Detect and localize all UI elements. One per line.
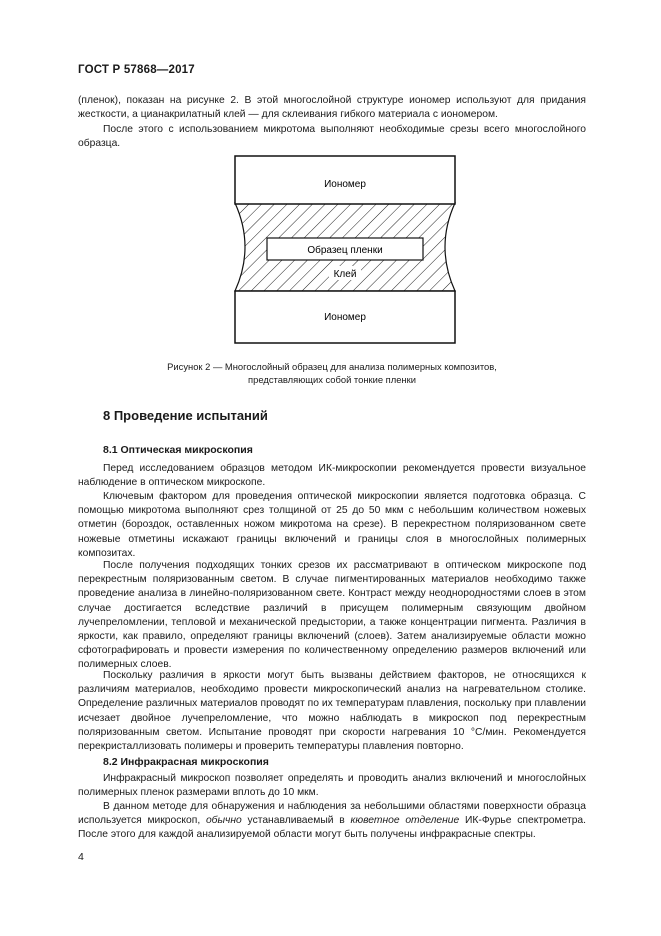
figure-2-diagram [234,155,456,344]
s82-p2-part-b: устанавливаемый в [241,815,351,827]
s81-paragraph-2: Ключевым фактором для проведения оптической микроскопии является подготовка образца. С помощью микротома выполняют срез толщиной от 25 до 50 мкм с небольшим количеством ножевых отметин (бороздок, оставленных ножом микротома на срезе). В перекрестном поляризованном свете ножевые отметины искажают границы включений и границы слоя в многослойных полимерных композитах. [78,491,586,559]
s82-p2-part-a: В данном методе для обнаружения и наблюдения за небольшими областями поверхности образца используется микроскоп, [78,801,586,827]
document-header: ГОСТ Р 57868—2017 [78,64,195,76]
s81-paragraph-1: Перед исследованием образцов методом ИК-микроскопии рекомендуется провести визуальное наблюдение в оптическом микроскопе. [78,463,586,489]
s82-paragraph-1: Инфракрасный микроскоп позволяет определять и проводить анализ включений и многослойных полимерных пленок размерами вплоть до 10 мкм. [78,773,586,799]
s82-p2-part-c: ИК-Фурье спектрометра. После этого для каждой анализируемой области могут быть получены инфракрасные спектры. [78,815,587,841]
page-number: 4 [78,851,84,863]
s81-paragraph-3: После получения подходящих тонких срезов их рассматривают в оптическом микроскопе под перекрестным поляризованным светом. В случае пигментированных материалов необходимо также проведение анализа в линейно-поляризованном свете. Контраст между неоднородностями слоев в этом случае достигается вследствие различий в присущем полимерным связующим двойном лучепреломлении, тепловой и механической предыстории, а также концентрации пигмента. Различия в яркости, как правило, определяют границы включений (слоев). Затем анализируемые области можно сфотографировать и провести измерения по количественному определению размеров включений или полимерных слоев. [78,560,586,671]
intro-paragraph-2: После этого с использованием микротома выполняют необходимые срезы всего многослойного образца. [78,124,586,150]
s81-paragraph-4: Поскольку различия в яркости могут быть вызваны действием факторов, не относящихся к различиям материалов, необходимо провести микроскопический анализ на нагревательном столике. Определение различных материалов проводят по их температурам плавления, поскольку при плавлении исчезает двойное лучепреломление, что можно наблюдать в микроскоп под перекрестным поляризованным светом. Испытание проводят при скорости нагревания 10 °С/мин. Рекомендуется перекристаллизовать полимеры и проверить температуры плавления повторно. [78,670,586,753]
s82-paragraph-2 [78,800,586,843]
intro-paragraph-1: (пленок), показан на рисунке 2. В этой многослойной структуре иономер используют для придания жесткости, а цианакрилатный клей — для склеивания гибкого материала с иономером. [78,95,586,121]
label-bottom-ionomer: Иономер [324,312,366,323]
label-top-ionomer: Иономер [324,179,366,190]
label-film-sample: Образец пленки [307,245,383,256]
s82-p2-emphasis-1: обычно [205,815,242,827]
caption-line-2: представляющих собой тонкие пленки [248,374,416,385]
caption-line-1: Рисунок 2 — Многослойный образец для анализа полимерных композитов, [167,361,497,372]
s82-p2-emphasis-2: кюветное отделение [350,815,460,827]
section-8-2-heading: 8.2 Инфракрасная микроскопия [103,756,269,768]
figure-caption [78,360,586,386]
label-glue: Клей [333,269,357,280]
section-8-1-heading: 8.1 Оптическая микроскопия [103,444,253,456]
section-8-heading: 8 Проведение испытаний [103,408,268,423]
